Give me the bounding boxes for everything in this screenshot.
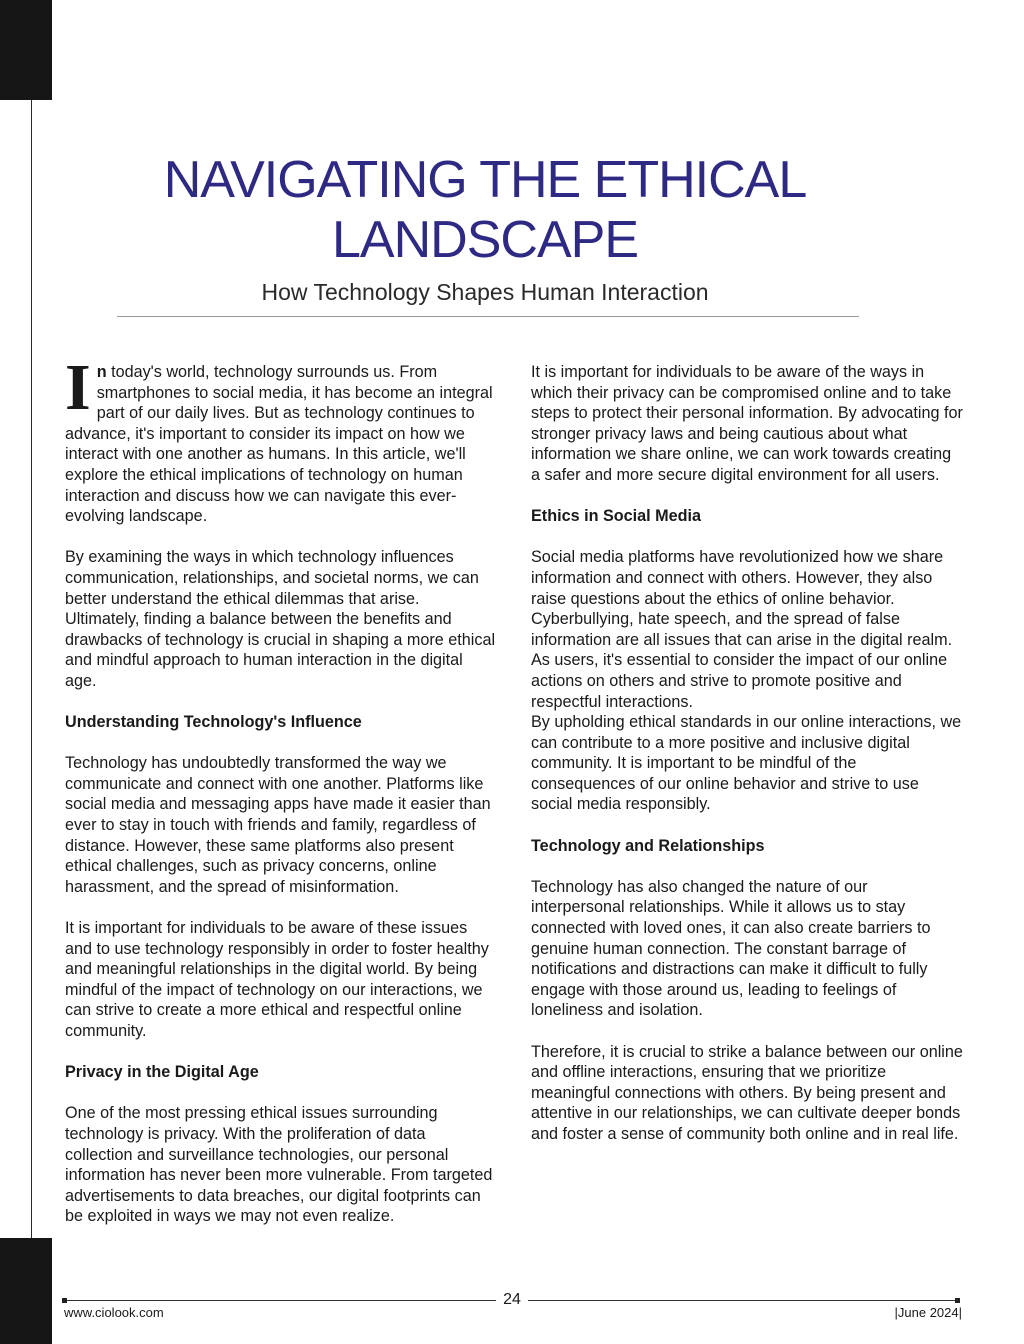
footer-website: www.ciolook.com [64, 1305, 164, 1320]
paragraph: Social media platforms have revolutionized how we share information and connect with others. However, they also raise questions about the ethics of online behavior. Cyberbullying, hate speech, and the spread of false information are all issues that can arise in the digital realm. As users, it's essential to consider the impact of our online actions on others and strive to promote positive and respectful interactions. [531, 548, 953, 711]
footer-date: |June 2024| [894, 1305, 962, 1320]
footer-rule-endpoint [955, 1298, 960, 1303]
section-heading-influence: Understanding Technology's Influence [65, 713, 362, 732]
paragraph: It is important for individuals to be aware of the ways in which their privacy can be compromised online and to take steps to protect their personal information. By advocating for stronger privacy laws and being cautious about what information we share online, we can work towards creating a safer and more secure digital environment for all users. [531, 363, 963, 484]
intro-paragraph [65, 351, 497, 527]
paragraph: Therefore, it is crucial to strike a balance between our online and offline interactions, ensuring that we prioritize meaningful connections with others. By being present and attentive in our relationships, we can cultivate deeper bonds and foster a sense of community both online and in real life. [531, 1042, 963, 1143]
paragraph: One of the most pressing ethical issues surrounding technology is privacy. With the proliferation of data collection and surveillance technologies, our personal information has never been more vulnerable. From targeted advertisements to data breaches, our digital footprints can be exploited in ways we may not even realize. [65, 1104, 493, 1226]
corner-decoration-top [0, 0, 52, 100]
section-heading-social-media: Ethics in Social Media [531, 507, 702, 526]
section-heading-privacy: Privacy in the Digital Age [65, 1063, 259, 1082]
paragraph: Technology has undoubtedly transformed the way we communicate and connect with one another. Platforms like social media and messaging apps have made it easier than ever to stay in touch with friends and family, regardless of distance. However, these same platforms also present ethical challenges, such as privacy concerns, online harassment, and the spread of misinformation. [65, 754, 491, 896]
paragraph: By examining the ways in which technology influences communication, relationships, and societal norms, we can better understand the ethical dilemmas that arise. Ultimately, finding a balance between the benefits and drawbacks of technology is crucial in shaping a more ethical and mindful approach to human interaction in the digital age. [65, 548, 496, 690]
article-column-right [531, 362, 963, 1165]
corner-decoration-bottom [0, 1238, 52, 1344]
paragraph: It is important for individuals to be aware of these issues and to use technology responsibly in order to foster healthy and meaningful relationships in the digital world. By being mindful of the impact of technology on our interactions, we can strive to create a more ethical and respectful online community. [65, 919, 489, 1040]
intro-text: today's world, technology surrounds us. From smartphones to social media, it has become an integral part of our daily lives. But as technology continues to advance, it's important to consider its impact on how we interact with one another as humans. In this article, we'll explore the ethical implications of technology on human interaction and discuss how we can navigate this ever-evolving landscape. [65, 363, 493, 526]
paragraph: By upholding ethical standards in our online interactions, we can contribute to a more positive and inclusive digital community. It is important to be mindful of the consequences of our online behavior and strive to use social media responsibly. [531, 713, 962, 814]
lead-in: n [96, 363, 107, 381]
title-divider [117, 316, 859, 317]
page-number: 24 [496, 1290, 528, 1310]
paragraph: Technology has also changed the nature of our interpersonal relationships. While it allows us to stay connected with loved ones, it can also create barriers to genuine human connection. The constant barrage of notifications and distractions can make it difficult to fully engage with those around us, leading to feelings of loneliness and isolation. [531, 877, 931, 1020]
article-column-left [65, 351, 497, 1248]
section-heading-relationships: Technology and Relationships [531, 836, 765, 855]
article-title: NAVIGATING THE ETHICAL LANDSCAPE [163, 151, 807, 269]
article-subtitle: How Technology Shapes Human Interaction [261, 279, 709, 305]
footer-rule-endpoint [62, 1298, 67, 1303]
margin-rule [31, 100, 32, 1238]
drop-cap: I [65, 351, 91, 424]
